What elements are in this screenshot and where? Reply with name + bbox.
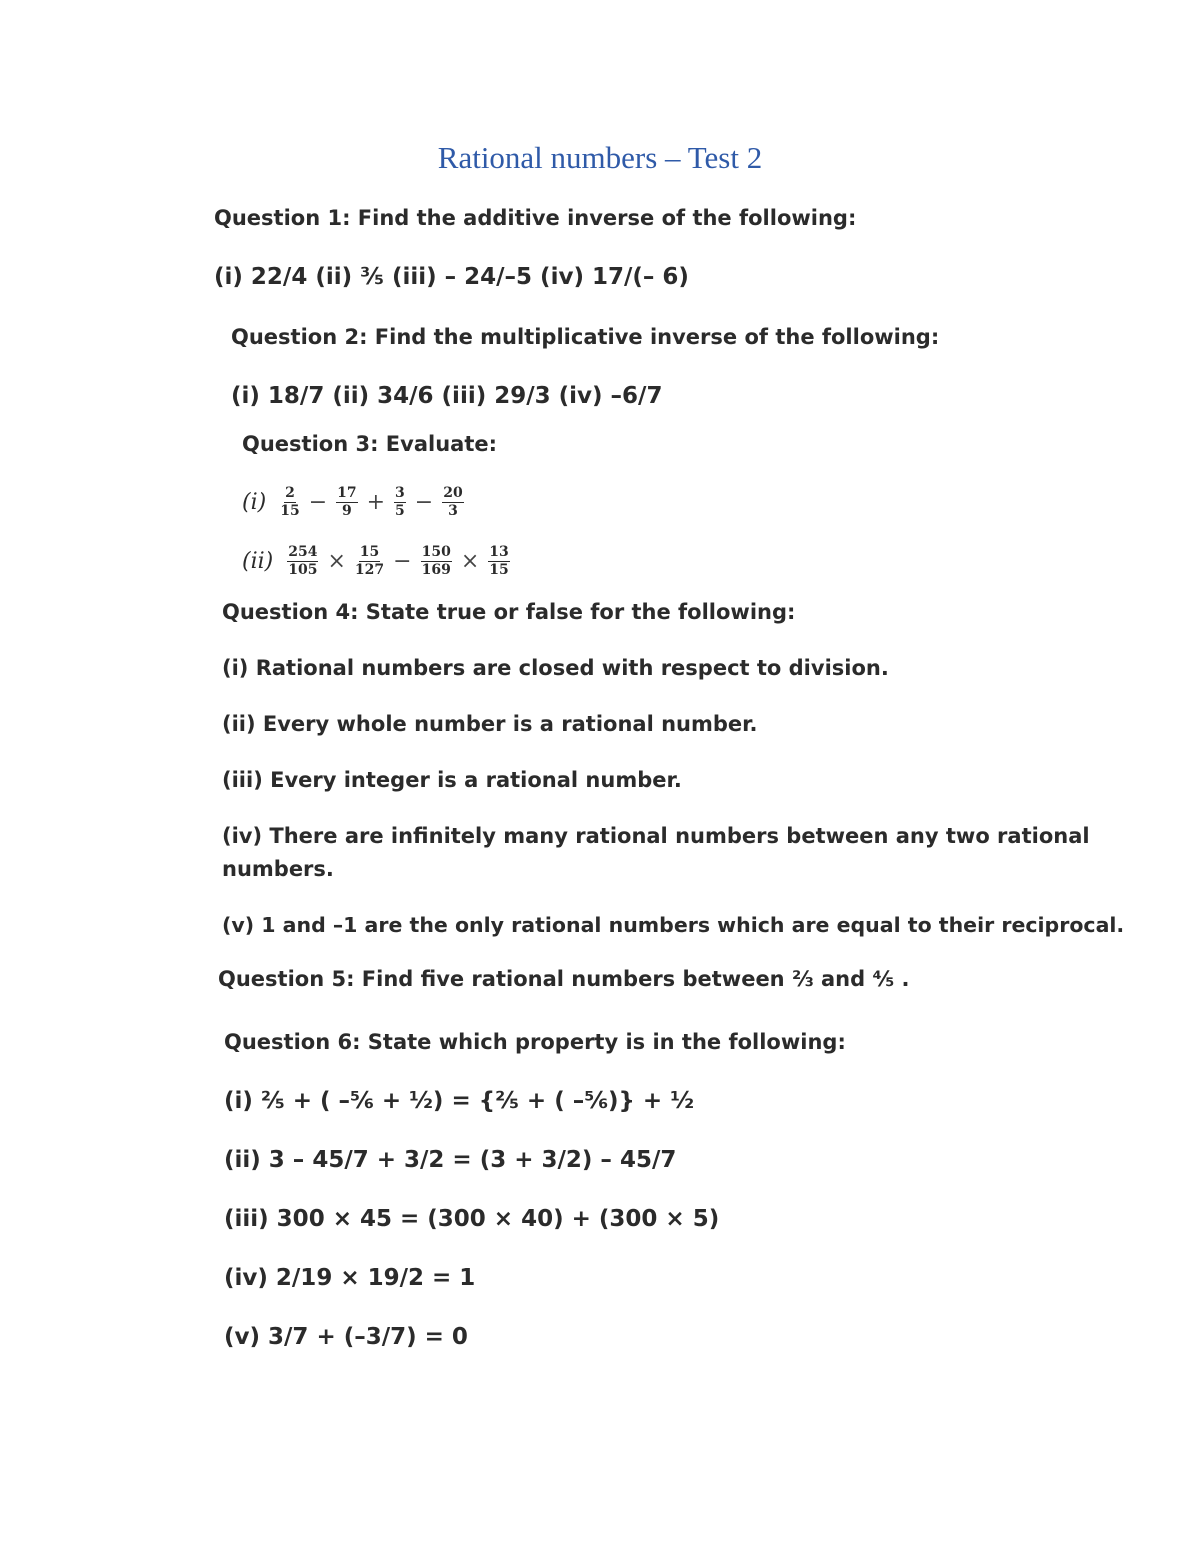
- fraction: $\frac{3}{5}$: [395, 485, 405, 519]
- fraction: $\frac{20}{3}$: [443, 485, 463, 519]
- question-3-heading: Question 3: Evaluate:: [242, 432, 497, 456]
- question-2-items: (i) 18/7 (ii) 34/6 (iii) 29/3 (iv) –6/7: [231, 383, 663, 409]
- question-1-items: (i) 22/4 (ii) ⅗ (iii) – 24/–5 (iv) 17/(– 6): [214, 264, 689, 290]
- fraction: $\frac{17}{9}$: [337, 485, 357, 519]
- fraction: $\frac{15}{127}$: [354, 544, 385, 578]
- question-4-item: (iii) Every integer is a rational number.: [222, 768, 682, 792]
- fraction: $\frac{2}{15}$: [280, 485, 300, 519]
- question-6-item: (ii) 3 – 45/7 + 3/2 = (3 + 3/2) – 45/7: [224, 1147, 677, 1173]
- question-5-heading: Question 5: Find five rational numbers between ⅔ and ⅘ .: [218, 967, 910, 991]
- fraction: $\frac{150}{169}$: [421, 544, 451, 578]
- question-6-item: (iii) 300 × 45 = (300 × 40) + (300 × 5): [224, 1206, 720, 1232]
- operator: +: [366, 490, 386, 515]
- operator: −: [393, 549, 412, 574]
- operator: −: [308, 490, 328, 515]
- page-title: Rational numbers – Test 2: [437, 140, 763, 175]
- expression-label: (ii): [242, 549, 274, 574]
- question-3-expression-2: [242, 545, 514, 578]
- question-6-item: (v) 3/7 + (–3/7) = 0: [224, 1324, 468, 1350]
- question-6-heading: Question 6: State which property is in the following:: [224, 1030, 846, 1054]
- question-4-item: (i) Rational numbers are closed with respect to division.: [222, 656, 889, 680]
- operator: ×: [327, 549, 346, 574]
- question-1-heading: Question 1: Find the additive inverse of the following:: [214, 206, 857, 230]
- question-6-item: (i) ⅖ + ( –⅚ + ½) = {⅖ + ( –⅚)} + ½: [224, 1088, 695, 1114]
- question-4-heading: Question 4: State true or false for the following:: [222, 600, 796, 624]
- operator: −: [414, 490, 434, 515]
- expression-label: (i): [242, 490, 267, 515]
- question-4-item: (ii) Every whole number is a rational number.: [222, 712, 758, 736]
- question-6-item: (iv) 2/19 × 19/2 = 1: [224, 1265, 476, 1291]
- question-4-item: (iv) There are infinitely many rational numbers between any two rational numbers.: [222, 824, 1090, 881]
- question-3-expression-1: [242, 486, 468, 519]
- question-2-heading: Question 2: Find the multiplicative inverse of the following:: [231, 325, 940, 349]
- fraction: $\frac{13}{15}$: [489, 544, 509, 578]
- question-4-item: (v) 1 and –1 are the only rational numbers which are equal to their reciprocal.: [222, 913, 1125, 937]
- fraction: $\frac{254}{105}$: [288, 544, 318, 578]
- operator: ×: [460, 549, 480, 574]
